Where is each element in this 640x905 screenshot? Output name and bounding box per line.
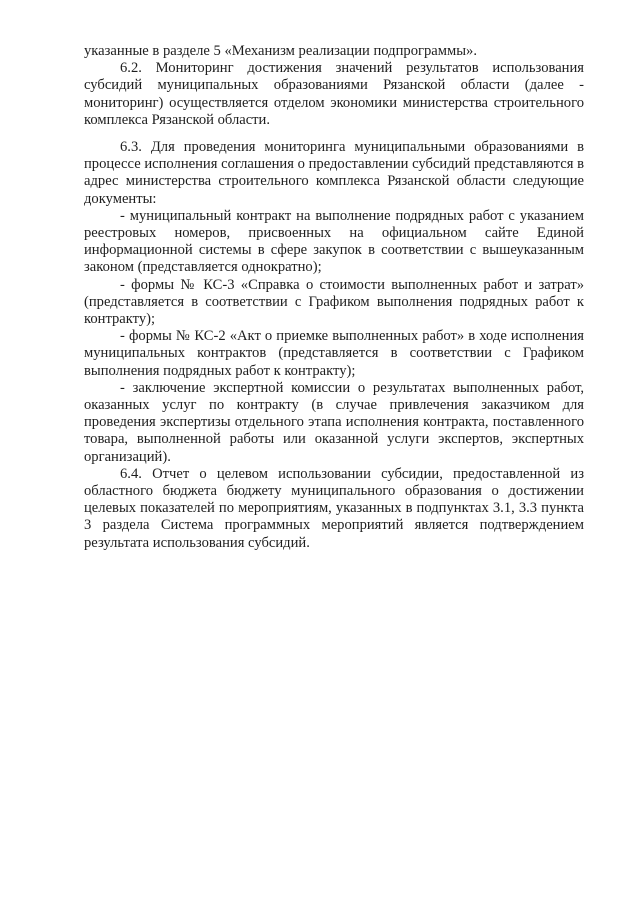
paragraph-6-4: 6.4. Отчет о целевом использовании субсидии, предоставленной из областного бюджета бюджету муниципального образования о достижении целевых показателей по мероприятиям, указанных в подпунктах 3.1, 3.3 пункта 3 раздела Система программных мероприятий является подтверждением результата использования субсидий. [84, 465, 584, 551]
list-item-ks3: - формы № КС-3 «Справка о стоимости выполненных работ и затрат» (представляется в соответствии с Графиком выполнения подрядных работ к контракту); [84, 276, 584, 328]
paragraph-6-3: 6.3. Для проведения мониторинга муниципальными образованиями в процессе исполнения соглашения о предоставлении субсидий представляются в адрес министерства строительного комплекса Рязанской области следующие документы: [84, 139, 584, 207]
paragraph-6-2: 6.2. Мониторинг достижения значений результатов использования субсидий муниципальных образованиями Рязанской области (далее - мониторинг) осуществляется отделом экономики министерства строительного комплекса Рязанской области. [84, 60, 584, 128]
list-item-expert-conclusion: - заключение экспертной комиссии о результатах выполненных работ, оказанных услуг по контракту (в случае привлечения заказчиком для проведения экспертизы отдельного этапа исполнения контракта, поставленного товара, выполненной работы или оказанной услуги экспертов, экспертных организаций). [84, 379, 584, 465]
list-item-contract: - муниципальный контракт на выполнение подрядных работ с указанием реестровых номеров, присвоенных на официальном сайте Единой информационной системы в сфере закупок в соответствии с вышеуказанным законом (представляется однократно); [84, 207, 584, 276]
list-item-ks2: - формы № КС-2 «Акт о приемке выполненных работ» в ходе исполнения муниципальных контрактов (представляется в соответствии с Графиком выполнения подрядных работ к контракту); [84, 328, 584, 379]
paragraph-continuation: указанные в разделе 5 «Механизм реализации подпрограммы». [84, 43, 477, 59]
document-body [84, 43, 584, 552]
